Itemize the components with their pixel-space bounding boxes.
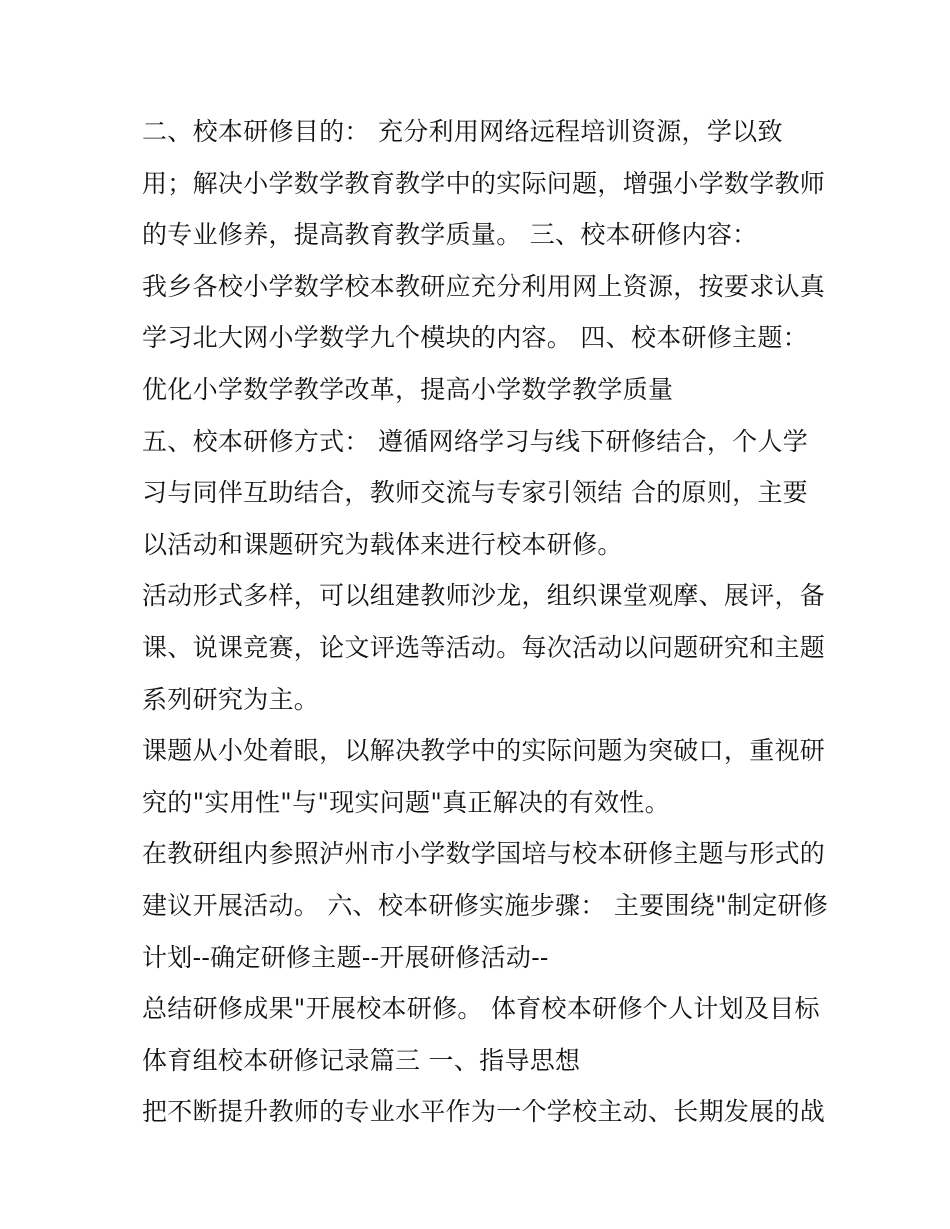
text-line: 究的"实用性"与"现实问题"真正解决的有效性。 — [142, 787, 670, 817]
document-body — [142, 106, 842, 1138]
text-line: 活动形式多样，可以组建教师沙龙，组织课堂观摩、展评，备 — [142, 581, 826, 611]
text-line: 建议开展活动。 六、校本研修实施步骤： 主要围绕"制定研修 — [142, 890, 829, 920]
text-line: 五、校本研修方式： 遵循网络学习与线下研修结合，个人学 — [142, 426, 809, 456]
text-line: 用；解决小学数学教育教学中的实际问题，增强小学数学教师 — [142, 168, 826, 198]
text-line: 计划--确定研修主题--开展研修活动-- — [142, 942, 549, 972]
text-line: 总结研修成果"开展校本研修。 体育校本研修个人计划及目标 — [142, 994, 820, 1024]
text-line: 系列研究为主。 — [142, 684, 320, 714]
text-line: 课、说课竞赛，论文评选等活动。每次活动以问题研究和主题 — [142, 632, 826, 662]
text-line: 习与同伴互助结合，教师交流与专家引领结 合的原则，主要 — [142, 478, 809, 508]
text-line: 以活动和课题研究为载体来进行校本研修。 — [142, 529, 623, 559]
text-line: 把不断提升教师的专业水平作为一个学校主动、长期发展的战 — [142, 1097, 826, 1127]
text-line: 的专业修养，提高教育教学质量。 三、校本研修内容： — [142, 220, 758, 250]
text-line: 体育组校本研修记录篇三 一、指导思想 — [142, 1045, 581, 1075]
text-line: 二、校本研修目的： 充分利用网络远程培训资源，学以致 — [142, 117, 783, 146]
text-line: 优化小学数学教学改革，提高小学数学教学质量 — [142, 374, 674, 404]
text-line: 我乡各校小学数学校本教研应充分利用网上资源，按要求认真 — [142, 271, 826, 301]
text-line: 课题从小处着眼，以解决教学中的实际问题为突破口，重视研 — [142, 736, 826, 766]
text-line: 在教研组内参照泸州市小学数学国培与校本研修主题与形式的 — [142, 839, 826, 869]
text-line: 学习北大网小学数学九个模块的内容。 四、校本研修主题： — [142, 323, 809, 353]
